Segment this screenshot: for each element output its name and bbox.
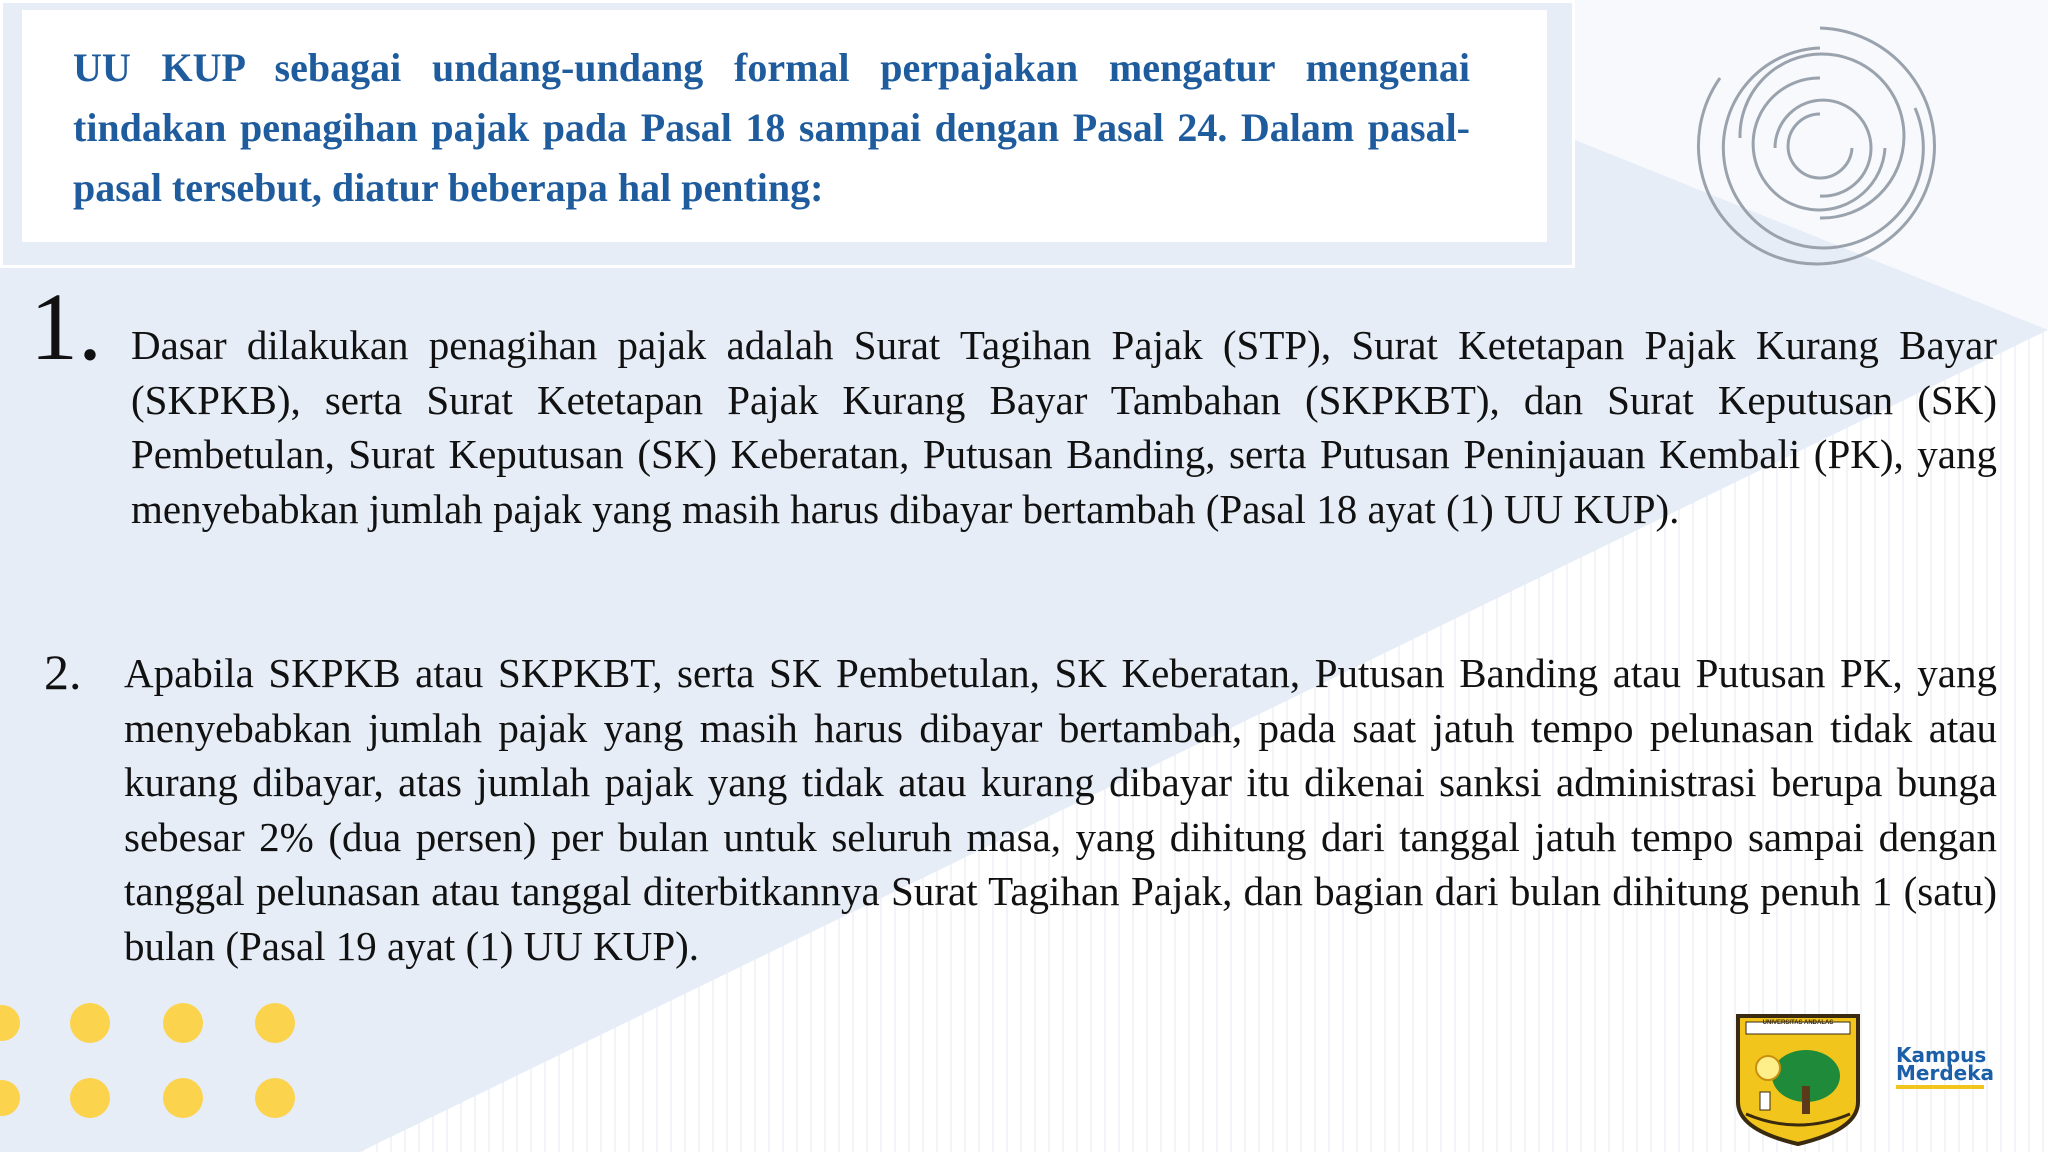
concentric-circles-decoration bbox=[1680, 18, 1960, 278]
intro-text: UU KUP sebagai undang-undang formal perpajakan mengatur mengenai tindakan penagihan pajak pada Pasal 18 sampai dengan Pasal 24. Dalam pasal-pasal tersebut, diatur beberapa hal penting: bbox=[73, 45, 1470, 210]
kampus-merdeka-logo bbox=[1896, 1043, 1995, 1085]
list-item-2 bbox=[124, 646, 1997, 973]
item-number-2: 2. bbox=[44, 644, 82, 700]
kampus-merdeka-line1: Kampus bbox=[1896, 1043, 1987, 1067]
list-item-1 bbox=[131, 318, 1997, 536]
list-item-1-text: Dasar dilakukan penagihan pajak adalah Surat Tagihan Pajak (STP), Surat Ketetapan Pajak Kurang Bayar (SKPKB), serta Surat Ketetapan Pajak Kurang Bayar Tambahan (SKPKBT), dan Surat Keputusan (SK) Pembetulan, Surat Keputusan (SK) Keberatan, Putusan Banding, serta Putusan Peninjauan Kembali (PK), yang menyebabkan jumlah pajak yang masih harus dibayar bertambah (Pasal 18 ayat (1) UU KUP). bbox=[131, 322, 1997, 532]
universitas-andalas-logo bbox=[1728, 1010, 1868, 1148]
universitas-andalas-label: UNIVERSITAS ANDALAS bbox=[1762, 1020, 1834, 1026]
logos-area bbox=[1720, 1008, 2048, 1152]
yellow-dots-decoration bbox=[0, 990, 320, 1152]
list-item-2-text: Apabila SKPKB atau SKPKBT, serta SK Pembetulan, SK Keberatan, Putusan Banding atau Putusan PK, yang menyebabkan jumlah pajak yang masih harus dibayar bertambah, pada saat jatuh tempo pelunasan tidak atau kurang dibayar, atas jumlah pajak yang tidak atau kurang dibayar itu dikenai sanksi administrasi berupa bunga sebesar 2% (dua persen) per bulan untuk seluruh masa, yang dihitung dari tanggal jatuh tempo sampai dengan tanggal pelunasan atau tanggal diterbitkannya Surat Tagihan Pajak, dan bagian dari bulan dihitung penuh 1 (satu) bulan (Pasal 19 ayat (1) UU KUP). bbox=[124, 650, 1997, 969]
item-number-1: 1. bbox=[30, 273, 102, 380]
kampus-merdeka-underline bbox=[1896, 1085, 1984, 1089]
kampus-merdeka-line2: Merdeka bbox=[1896, 1061, 1995, 1085]
